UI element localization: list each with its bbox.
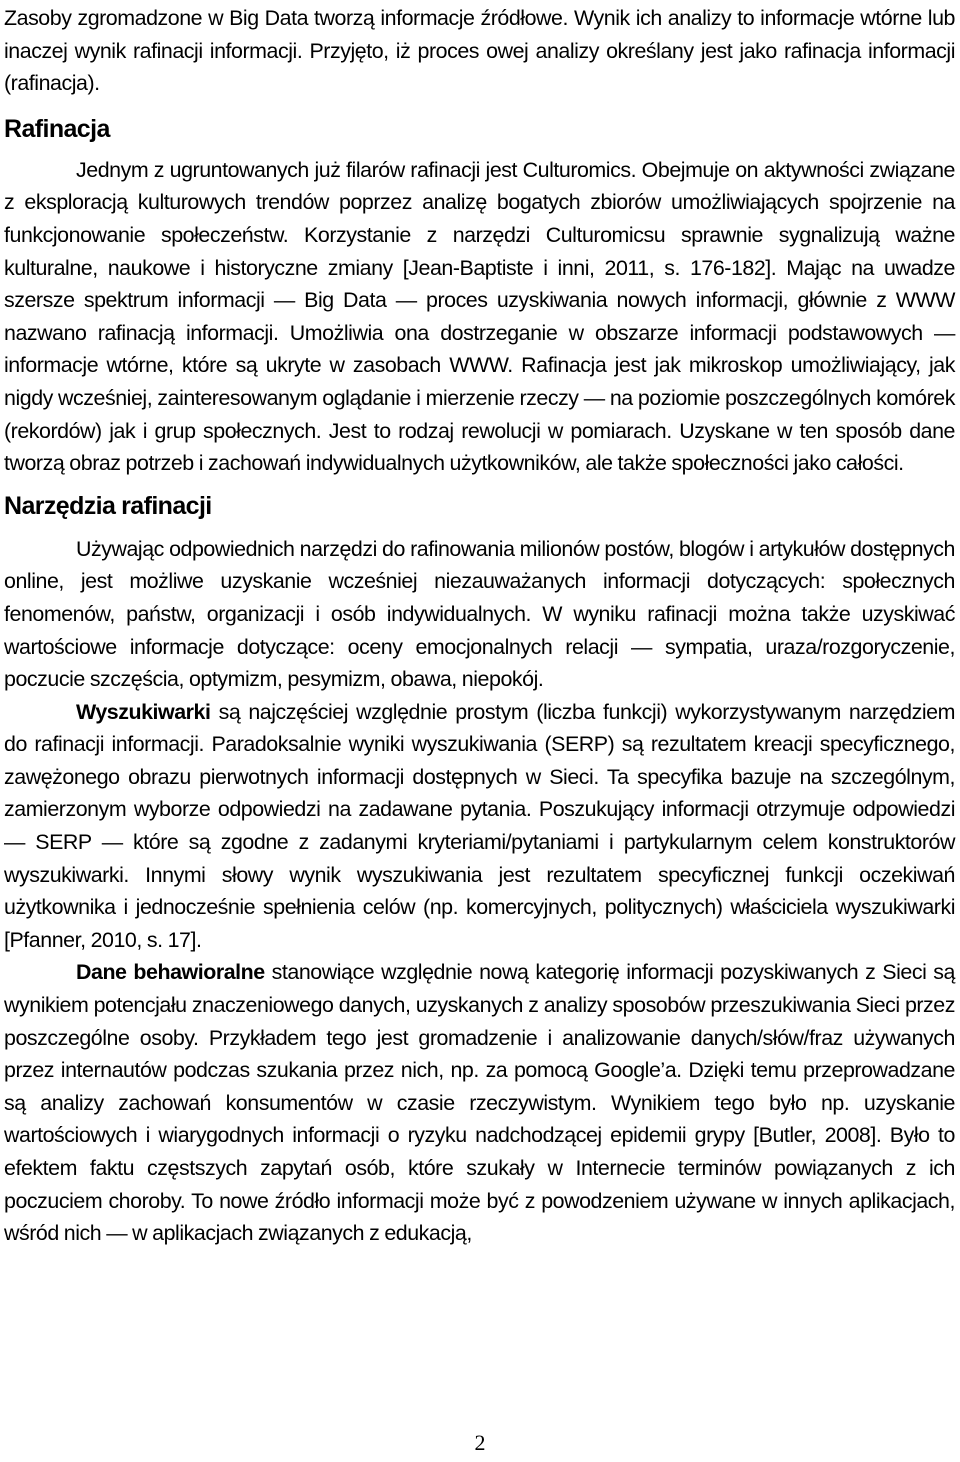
dane-behawioralne-text: stanowiące względnie nową kategorię informacji pozyskiwanych z Sieci są wynikiem potencjału znaczeniowego danych, uzyskanych z analizy sposobów przeszukiwania Sieci przez poszczególne osoby. Przykładem tego jest gromadzenie i analizowanie danych/słów/fraz używanych przez internautów podczas szukania przez nich, np. za pomocą Google’a. Dzięki temu przeprowadzane są analizy zachowań konsumentów w czasie rzeczywistym. Wynikiem tego było np. uzyskanie wartościowych i wiarygodnych informacji o ryzyku nadchodzącej epidemii grypy [Butler, 2008]. Było to efektem faktu częstszych zapytań osób, które szukały w Internecie terminów powiązanych z ich poczuciem choroby. To nowe źródło informacji może być z powodzeniem używane w innych aplikacjach, wśród nich — w aplikacjach związanych z edukacją, bbox=[4, 960, 955, 1246]
intro-paragraph: Zasoby zgromadzone w Big Data tworzą informacje źródłowe. Wynik ich analizy to informacje wtórne lub inaczej wynik rafinacji informacji. Przyjęto, iż proces owej analizy określany jest jako rafinacja informacji (rafinacja). bbox=[4, 6, 955, 96]
wyszukiwarki-paragraph bbox=[4, 696, 955, 957]
document-page bbox=[4, 2, 955, 1250]
wyszukiwarki-text: są najczęściej względnie prostym (liczba funkcji) wykorzystywanym narzędziem do rafinacji informacji. Paradoksalnie wyniki wyszukiwania (SERP) są rezultatem kreacji specyficznego, zawężonego obrazu pierwotnych informacji dostępnych w Sieci. Ta specyfika bazuje na szczególnym, zamierzonym wyborze odpowiedzi na zadawane pytania. Poszukujący informacji otrzymuje odpowiedzi — SERP — które są zgodne z zadanymi kryteriami/pytaniami i partykularnym celem konstruktorów wyszukiwarki. Innymi słowy wynik wyszukiwania jest rezultatem specyficznej funkcji oczekiwań użytkownika i jednocześnie spełnienia celów (np. komercyjnych, politycznych) właściciela wyszukiwarki [Pfanner, 2010, s. 17]. bbox=[4, 699, 955, 952]
section-heading-narzedzia: Narzędzia rafinacji bbox=[4, 491, 212, 520]
dane-behawioralne-paragraph bbox=[4, 956, 955, 1249]
narzedzia-paragraph: Używając odpowiednich narzędzi do rafinowania milionów postów, blogów i artykułów dostępnych online, jest możliwe uzyskanie wcześniej niezauważanych informacji dotyczących: społecznych fenomenów, państw, organizacji i osób indywidualnych. W wyniku rafinacji można także uzyskiwać wartościowe informacje dotyczące: oceny emocjonalnych relacji — sympatia, uraza/rozgoryczenie, poczucie szczęścia, optymizm, pesymizm, obawa, niepokój. bbox=[4, 536, 955, 692]
wyszukiwarki-term: Wyszukiwarki bbox=[76, 699, 211, 724]
section-heading-rafinacja: Rafinacja bbox=[4, 114, 110, 143]
rafinacja-paragraph: Jednym z ugruntowanych już filarów rafinacji jest Culturomics. Obejmuje on aktywności związane z eksploracją kulturowych trendów poprzez analizę bogatych zbiorów umożliwiających spojrzenie na funkcjonowanie społeczeństw. Korzystanie z narzędzi Culturomicsu sprawnie sygnalizują ważne kulturalne, naukowe i historyczne zmiany [Jean-Baptiste i inni, 2011, s. 176-182]. Mając na uwadze szersze spektrum informacji — Big Data — proces uzyskiwania nowych informacji, głównie z WWW nazwano rafinacją informacji. Umożliwia ona dostrzeganie w obszarze informacji podstawowych — informacje wtórne, które są ukryte w zasobach WWW. Rafinacja jest jak mikroskop umożliwiający, jak nigdy wcześniej, zainteresowanym oglądanie i mierzenie rzeczy — na poziomie poszczególnych komórek (rekordów) jak i grup społecznych. Jest to rodzaj rewolucji w pomiarach. Uzyskane w ten sposób dane tworzą obraz potrzeb i zachowań indywidualnych użytkowników, ale także społeczności jako całości. bbox=[4, 157, 955, 476]
dane-behawioralne-term: Dane behawioralne bbox=[76, 960, 265, 985]
page-number: 2 bbox=[474, 1430, 486, 1455]
